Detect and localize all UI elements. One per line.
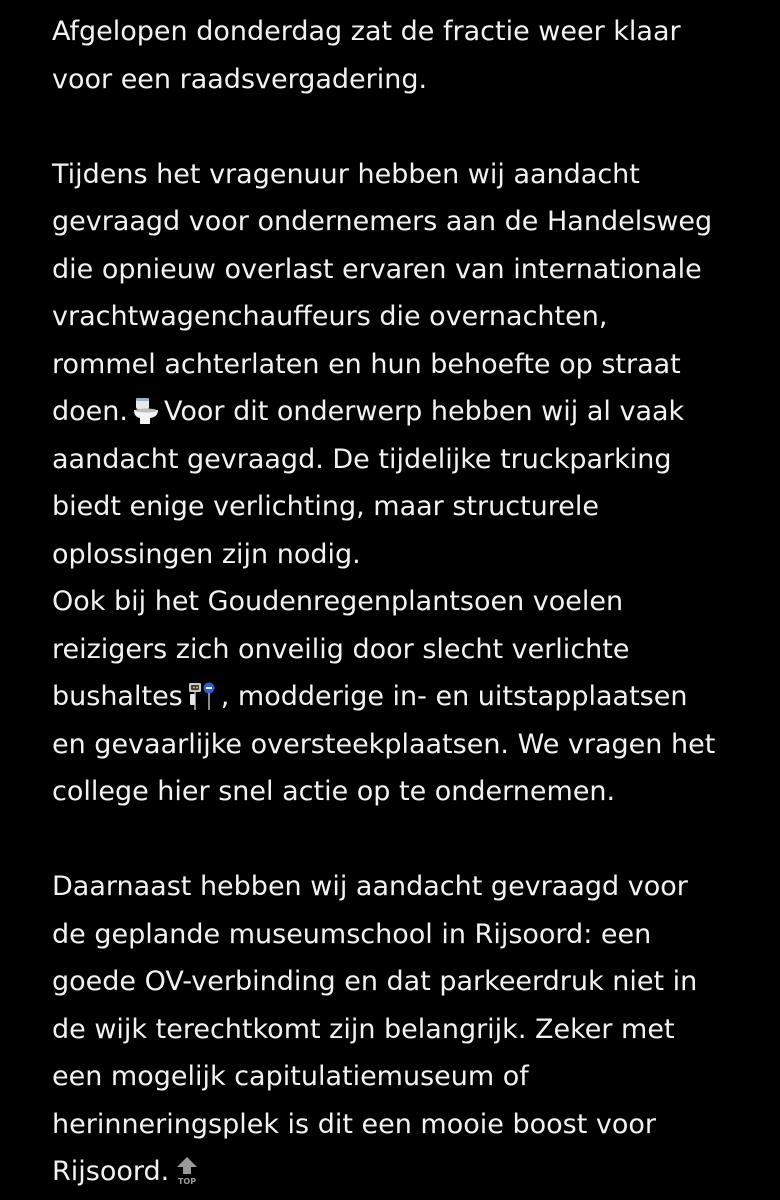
- text-line: Ook bij het Goudenregenplantsoen voelen: [52, 586, 624, 617]
- paragraph-spacer: [52, 103, 752, 151]
- text-line: goede OV-verbinding en dat parkeerdruk niet in: [52, 966, 698, 997]
- text-line: die opnieuw overlast ervaren van internationale: [52, 253, 702, 285]
- text-line: voor een raadsvergadering.: [52, 63, 428, 95]
- text-line: oplossingen zijn nodig.: [52, 538, 361, 570]
- text-line: college hier snel actie op te ondernemen.: [52, 776, 616, 807]
- text-line: Tijdens het vragenuur hebben wij aandacht: [52, 158, 640, 190]
- text-fragment: , modderige in- en uitstapplaatsen: [220, 681, 688, 712]
- text-line: aandacht gevraagd. De tijdelijke truckparking: [52, 443, 672, 475]
- post-body: [52, 8, 752, 1196]
- text-line-with-toilet: [52, 388, 752, 436]
- text-fragment: bushaltes: [52, 681, 183, 712]
- text-line: vrachtwagenchauffeurs die overnachten,: [52, 301, 608, 332]
- text-line: de geplande museumschool in Rijsoord: een: [52, 918, 652, 950]
- text-line: Afgelopen donderdag zat de fractie weer klaar: [52, 16, 681, 47]
- text-line: een mogelijk capitulatiemuseum of: [52, 1061, 529, 1092]
- text-fragment: Voor dit onderwerp hebben wij al vaak: [163, 396, 685, 427]
- text-line: herinneringsplek is dit een mooie boost voor: [52, 1108, 656, 1140]
- text-line: gevraagd voor ondernemers aan de Handelsweg: [52, 206, 713, 237]
- text-line-with-top-icon: [52, 1148, 752, 1196]
- text-line: en gevaarlijke oversteekplaatsen. We vragen het: [52, 728, 716, 760]
- text-fragment: Rijsoord.: [52, 1156, 170, 1187]
- text-line: rommel achterlaten en hun behoefte op straat: [52, 348, 681, 380]
- svg-text:TOP: TOP: [178, 1177, 197, 1186]
- text-line: Daarnaast hebben wij aandacht gevraagd voor: [52, 871, 688, 902]
- text-line-with-bus-stop: [52, 673, 752, 721]
- top-arrow-icon: [172, 1154, 202, 1186]
- text-fragment: doen.: [52, 396, 128, 427]
- text-line: reizigers zich onveilig door slecht verlichte: [52, 633, 630, 665]
- paragraph-spacer: [52, 816, 752, 864]
- toilet-icon: [131, 396, 161, 426]
- text-line: de wijk terechtkomt zijn belangrijk. Zeker met: [52, 1013, 675, 1045]
- text-line: biedt enige verlichting, maar structurele: [52, 491, 599, 522]
- bus-stop-icon: [186, 679, 218, 711]
